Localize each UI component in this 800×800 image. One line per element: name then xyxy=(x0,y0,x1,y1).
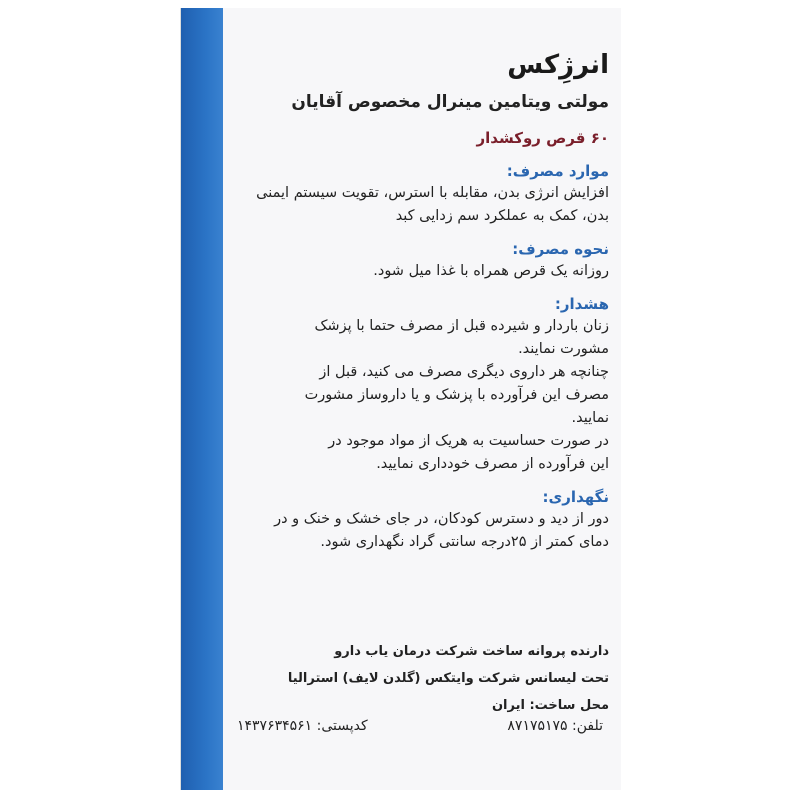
tablet-count: ۶۰ قرص روکشدار xyxy=(476,129,609,147)
text-line: بدن، کمک به عملکرد سم زدایی کبد xyxy=(395,208,609,224)
phone-number: تلفن: ۸۷۱۷۵۱۷۵ xyxy=(507,718,603,734)
product-info xyxy=(227,48,609,554)
postal-code: کدپستی: ۱۴۳۷۶۳۴۵۶۱ xyxy=(237,718,368,734)
place-of-manufacture: محل ساخت: ایران xyxy=(491,698,609,713)
dosage-text xyxy=(227,260,609,283)
license-holder: دارنده پروانه ساخت شرکت درمان یاب دارو xyxy=(334,644,609,659)
text-line: این فرآورده از مصرف خودداری نمایید. xyxy=(376,456,609,472)
storage-text xyxy=(227,508,609,554)
contact-row xyxy=(237,718,603,734)
manufacturer-info xyxy=(227,638,609,719)
indications-text xyxy=(227,182,609,228)
warning-text xyxy=(227,315,609,476)
text-line: روزانه یک قرص همراه با غذا میل شود. xyxy=(373,263,609,279)
section-warning xyxy=(227,283,609,476)
product-description: مولتی ویتامین مینرال مخصوص آقایان xyxy=(291,92,609,112)
product-box-panel xyxy=(180,8,621,790)
text-line: مشورت نمایند. xyxy=(518,341,609,357)
text-line: چنانچه هر داروی دیگری مصرف می کنید، قبل از xyxy=(319,364,609,380)
text-line: زنان باردار و شیرده قبل از مصرف حتما با پزشک xyxy=(314,318,609,334)
text-line: نمایید. xyxy=(571,410,609,426)
blue-side-strip xyxy=(181,8,223,790)
text-line: دمای کمتر از ۲۵درجه سانتی گراد نگهداری شود. xyxy=(320,534,609,550)
warning-heading: هشدار: xyxy=(554,295,609,313)
storage-heading: نگهداری: xyxy=(542,488,609,506)
indications-heading: موارد مصرف: xyxy=(506,162,609,180)
under-license: تحت لیسانس شرکت وایتکس (گلدن لایف) استرالیا xyxy=(287,671,609,686)
product-name: انرژِکس xyxy=(507,50,609,80)
section-indications xyxy=(227,150,609,228)
text-line: افزایش انرژی بدن، مقابله با استرس، تقویت سیستم ایمنی xyxy=(256,185,609,201)
section-dosage xyxy=(227,228,609,283)
text-line: مصرف این فرآورده با پزشک و یا داروساز مشورت xyxy=(304,387,609,403)
dosage-heading: نحوه مصرف: xyxy=(512,240,609,258)
text-line: دور از دید و دسترس کودکان، در جای خشک و خنک و در xyxy=(274,511,609,527)
section-storage xyxy=(227,476,609,554)
text-line: در صورت حساسیت به هریک از مواد موجود در xyxy=(328,433,609,449)
